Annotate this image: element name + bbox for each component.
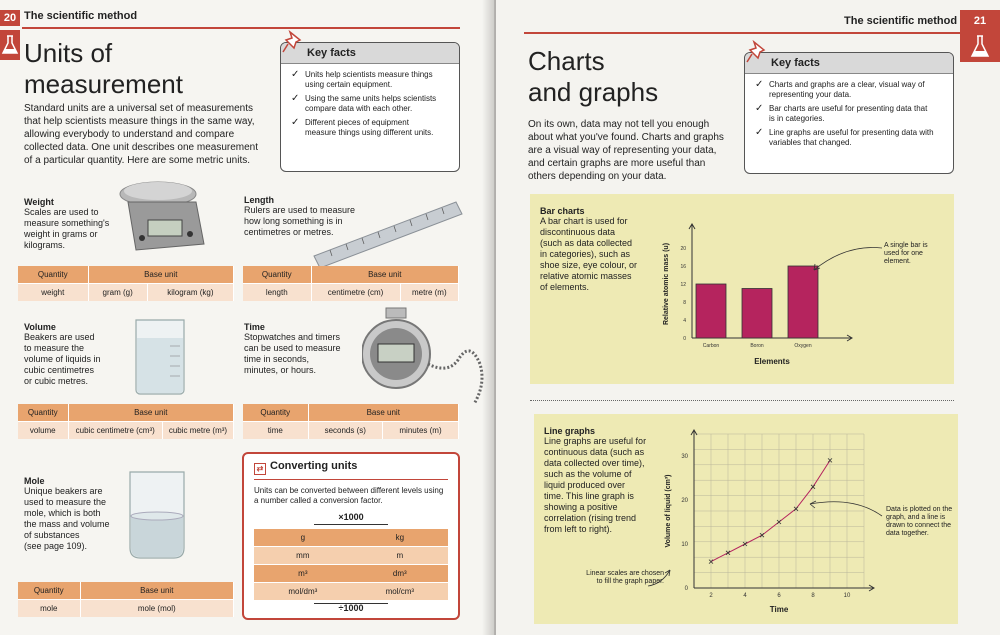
converting-units-rule (254, 479, 448, 480)
header-rule-left (22, 27, 460, 29)
check-icon: ✓ (755, 79, 764, 90)
intro-line: about what you've found. Charts and graphs (528, 132, 724, 143)
x-tick-label: 4 (743, 593, 747, 599)
y-tick-label: 20 (680, 246, 686, 252)
line-annotation-left: Linear scales are chosen to fill the graph paper. (586, 570, 664, 585)
stopwatch-image (362, 306, 490, 410)
intro-line: are a visual way of representing your data, (528, 145, 717, 156)
volume-title: Volume (24, 322, 56, 332)
intro-text-left (24, 102, 274, 167)
volume-section (24, 322, 124, 387)
mole-description: Unique beakers are used to measure the mole, which is both the mass and volume of substances (see page 109). (24, 486, 110, 551)
beaker-image (130, 316, 190, 396)
x-tick-label: Carbon (702, 343, 720, 349)
converting-units-header: ⇄ Converting units (244, 454, 458, 475)
conversion-table: g kg mm m m³ dm³ mol/dm³ mol/cm³ (254, 528, 448, 600)
y-tick-label: 16 (680, 264, 686, 270)
line-graph-text: Line graphs Line graphs are useful for continuous data (such as data collected over time), such as the volume of liquid produced over time. This line graph is showing a positive correlation (rising trend from left to right). (544, 426, 654, 535)
scale-annotation-arrow (644, 564, 674, 594)
key-fact-item: ✓ Using the same units helps scientists compare data with each other. (291, 93, 437, 113)
y-tick-label: 4 (683, 318, 686, 324)
check-icon: ✓ (291, 93, 300, 104)
intro-line: collected data. One unit describes one measurement (24, 142, 259, 153)
pushpin-icon (746, 40, 768, 64)
weight-description: Scales are used to measure something's weight in grams or kilograms. (24, 207, 110, 250)
intro-text-right (528, 118, 738, 183)
multiply-factor: ×1000 (244, 512, 458, 522)
x-axis-label: Time (769, 605, 789, 614)
key-facts-list (281, 64, 459, 138)
check-icon: ✓ (755, 127, 764, 138)
key-facts-box-left (280, 42, 460, 172)
page-number-left: 20 (0, 10, 20, 26)
key-fact-item: ✓ Charts and graphs are a clear, visual way of representing your data. (755, 79, 925, 99)
x-tick-label: Boron (750, 343, 764, 349)
running-head-right: The scientific method (844, 15, 958, 27)
volume-description: Beakers are used to measure the volume of liquids in cubic centimetres or cubic metres. (24, 332, 101, 386)
title-line-2: measurement (24, 69, 183, 99)
bar-chart-heading: Bar charts (540, 206, 585, 216)
ruler-image (310, 196, 464, 270)
scales-image (118, 172, 208, 254)
arrow-left-icon (314, 603, 388, 604)
weight-title: Weight (24, 197, 54, 207)
key-facts-title: Key facts (745, 53, 953, 74)
time-section (244, 322, 364, 376)
right-page (496, 0, 1000, 635)
mole-beaker-image (126, 466, 188, 562)
y-tick-label: 10 (681, 542, 688, 548)
y-tick-label: 12 (680, 282, 686, 288)
x-tick-label: 6 (777, 593, 781, 599)
flask-icon-right (960, 32, 1000, 62)
page-title-right (528, 46, 658, 108)
line-graph-heading: Line graphs (544, 426, 596, 436)
arrow-right-icon (314, 524, 388, 525)
divide-factor: ÷1000 (244, 603, 458, 613)
line-graph-panel (534, 414, 958, 624)
y-tick-label: 30 (681, 454, 688, 460)
mole-unit-table: Quantity Base unit mole mole (mol) (18, 582, 234, 617)
title-line-2: and graphs (528, 77, 659, 107)
intro-line: and certain graphs are more useful than (528, 158, 706, 169)
intro-line: On its own, data may not tell you enough (528, 119, 710, 130)
y-tick-label: 0 (683, 336, 686, 342)
header-rule-right (524, 32, 960, 34)
intro-line: Standard units are a universal set of measurements (24, 103, 254, 114)
length-title: Length (244, 195, 274, 205)
section-divider (530, 400, 954, 401)
key-fact-item: ✓ Units help scientists measure things using certain equipment. (291, 69, 433, 89)
intro-line: of a particular quantity. Here are some metric units. (24, 155, 251, 166)
length-unit-table: Quantity Base unit length centimetre (cm) metre (m) (243, 266, 459, 301)
x-tick-label: 8 (811, 593, 815, 599)
x-tick-label: 10 (843, 593, 851, 599)
bar-annotation: A single bar is used for one element. (884, 242, 928, 265)
page-number-right: 21 (960, 10, 1000, 32)
check-icon: ✓ (291, 117, 300, 128)
bar-annotation-arrow (806, 240, 886, 280)
weight-section (24, 197, 114, 251)
key-facts-box-right (744, 52, 954, 174)
check-icon: ✓ (755, 103, 764, 114)
converting-units-box (242, 452, 460, 620)
page-title-left (24, 38, 183, 100)
key-fact-item: ✓ Line graphs are useful for presenting data with variables that changed. (755, 127, 934, 147)
bar-chart (656, 214, 866, 374)
mole-title: Mole (24, 476, 45, 486)
running-head-left: The scientific method (24, 10, 138, 22)
title-line-1: Charts (528, 46, 605, 76)
intro-line: that help scientists measure things in the same way, (24, 116, 255, 127)
key-fact-item: ✓ Different pieces of equipment measure things using different units. (291, 117, 434, 137)
y-tick-label: 0 (684, 586, 688, 592)
check-icon: ✓ (291, 69, 300, 80)
line-annotation-arrow (804, 494, 884, 524)
bar-chart-panel (530, 194, 954, 384)
title-line-1: Units of (24, 38, 113, 68)
key-fact-item: ✓ Bar charts are useful for presenting data that is in categories. (755, 103, 928, 123)
intro-line: allowing everybody to understand and compare (24, 129, 235, 140)
x-tick-label: 2 (709, 593, 713, 599)
bar-carbon (696, 284, 726, 338)
mole-section (24, 476, 124, 552)
left-page (0, 0, 494, 635)
x-tick-label: Oxygen (794, 343, 812, 349)
flask-icon (0, 30, 20, 60)
line-annotation-right: Data is plotted on the graph, and a line is drawn to connect the data together. (886, 506, 953, 537)
time-description: Stopwatches and timers can be used to measure time in seconds, minutes, or hours. (244, 332, 341, 375)
length-description: Rulers are used to measure how long something is in centimetres or metres. (244, 205, 356, 237)
time-unit-table: Quantity Base unit time seconds (s) minutes (m) (243, 404, 459, 439)
y-axis-label: Relative atomic mass (u) (663, 242, 670, 326)
pushpin-icon (282, 30, 304, 54)
y-tick-label: 20 (681, 498, 688, 504)
intro-line: others depending on your data. (528, 171, 667, 182)
key-facts-title: Key facts (281, 43, 459, 64)
bar-boron (742, 289, 772, 339)
y-tick-label: 8 (683, 300, 686, 306)
time-title: Time (244, 322, 265, 332)
converting-units-description: Units can be converted between different levels using a number called a conversion factor. (254, 486, 444, 505)
bar-chart-text: Bar charts A bar chart is used for discontinuous data (such as data collected in categories), such as shoe size, eye colour, or relative atomic masses of elements. (540, 206, 650, 293)
x-axis-label: Elements (754, 357, 790, 366)
volume-unit-table: Quantity Base unit volume cubic centimetre (cm³) cubic metre (m³) (18, 404, 234, 439)
convert-icon: ⇄ (254, 463, 266, 475)
key-facts-list (745, 74, 953, 148)
y-axis-label: Volume of liquid (cm³) (665, 474, 672, 548)
weight-unit-table: Quantity Base unit weight gram (g) kilogram (kg) (18, 266, 234, 301)
